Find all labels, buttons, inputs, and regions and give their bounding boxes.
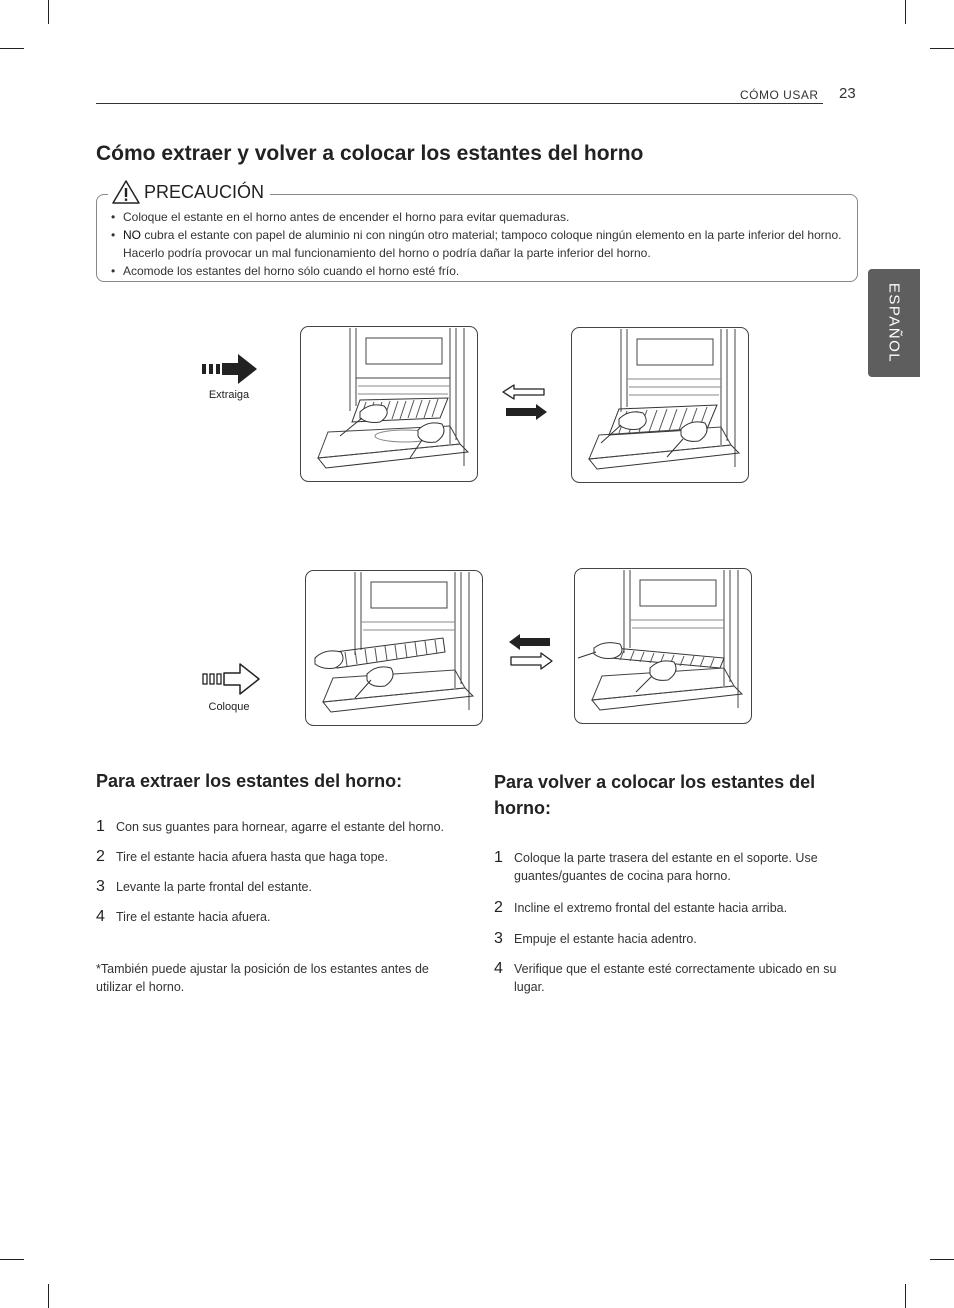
caution-item: • Coloque el estante en el horno antes de encender el horno para evitar quemaduras. (108, 208, 846, 226)
caution-heading (108, 180, 270, 204)
caution-no-word: NO (123, 228, 141, 242)
step-number: 1 (96, 818, 105, 835)
page-number: 23 (839, 85, 856, 102)
step-number: 3 (494, 930, 503, 947)
caution-list (108, 208, 846, 280)
replace-step (494, 849, 854, 885)
push-direction-arrows-icon (505, 633, 555, 671)
remove-note: *También puede ajustar la posición de los estantes antes de utilizar el horno. (96, 962, 429, 994)
replace-step (494, 899, 854, 917)
caution-item-text: cubra el estante con papel de aluminio ni con ningún otro material; tampoco coloque ningún elemento en la parte inferior del horno. Hacerlo podría provocar un mal funcionamiento del horno o podría dañar la parte inferior del horno. (123, 228, 842, 260)
oven-illustration-remove-2 (571, 327, 749, 483)
step-text: Tire el estante hacia afuera hasta que haga tope. (116, 850, 388, 864)
language-tab (868, 269, 920, 377)
remove-step (96, 818, 476, 836)
step-text: Incline el extremo frontal del estante hacia arriba. (514, 901, 788, 915)
warning-triangle-icon (112, 180, 140, 204)
step-number: 4 (96, 908, 105, 925)
remove-steps (96, 818, 476, 926)
step-text: Tire el estante hacia afuera. (116, 910, 271, 924)
replace-step (494, 930, 854, 948)
step-number: 4 (494, 960, 503, 977)
remove-heading: Para extraer los estantes del horno: (96, 771, 403, 791)
step-number: 2 (494, 899, 503, 916)
remove-step (96, 908, 476, 926)
replace-label: Coloque (208, 701, 250, 713)
remove-arrow-icon (200, 352, 260, 386)
step-text: Con sus guantes para hornear, agarre el estante del horno. (116, 820, 444, 834)
crop-mark (0, 48, 24, 49)
crop-mark (48, 0, 49, 24)
step-number: 1 (494, 849, 503, 866)
header-rule (96, 103, 823, 104)
crop-mark (0, 1259, 24, 1260)
remove-label: Extraiga (208, 389, 250, 401)
oven-illustration-replace-2 (574, 568, 752, 724)
remove-step (96, 878, 476, 896)
caution-item (108, 226, 846, 262)
header-section: CÓMO USAR (740, 88, 819, 102)
step-text: Coloque la parte trasera del estante en el soporte. Use guantes/guantes de cocina para horno. (514, 851, 818, 883)
remove-step (96, 848, 476, 866)
step-number: 2 (96, 848, 105, 865)
step-text: Empuje el estante hacia adentro. (514, 932, 697, 946)
step-text: Verifique que el estante esté correctamente ubicado en su lugar. (514, 962, 837, 994)
pull-direction-arrows-icon (500, 384, 550, 422)
page-title: Cómo extraer y volver a colocar los estantes del horno (96, 142, 644, 165)
oven-illustration-replace-1 (305, 570, 483, 726)
replace-arrow-icon (200, 662, 262, 696)
crop-mark (905, 1284, 906, 1308)
language-tab-label: ESPAÑOL (885, 282, 903, 364)
replace-steps (494, 849, 854, 996)
crop-mark (48, 1284, 49, 1308)
caution-label: PRECAUCIÓN (144, 181, 265, 202)
replace-step (494, 960, 854, 996)
crop-mark (905, 0, 906, 24)
caution-item: • Acomode los estantes del horno sólo cuando el horno esté frío. (108, 262, 846, 280)
step-text: Levante la parte frontal del estante. (116, 880, 312, 894)
oven-illustration-remove-1 (300, 326, 478, 482)
replace-heading: Para volver a colocar los estantes del horno: (494, 772, 816, 818)
crop-mark (930, 1259, 954, 1260)
step-number: 3 (96, 878, 105, 895)
crop-mark (930, 48, 954, 49)
